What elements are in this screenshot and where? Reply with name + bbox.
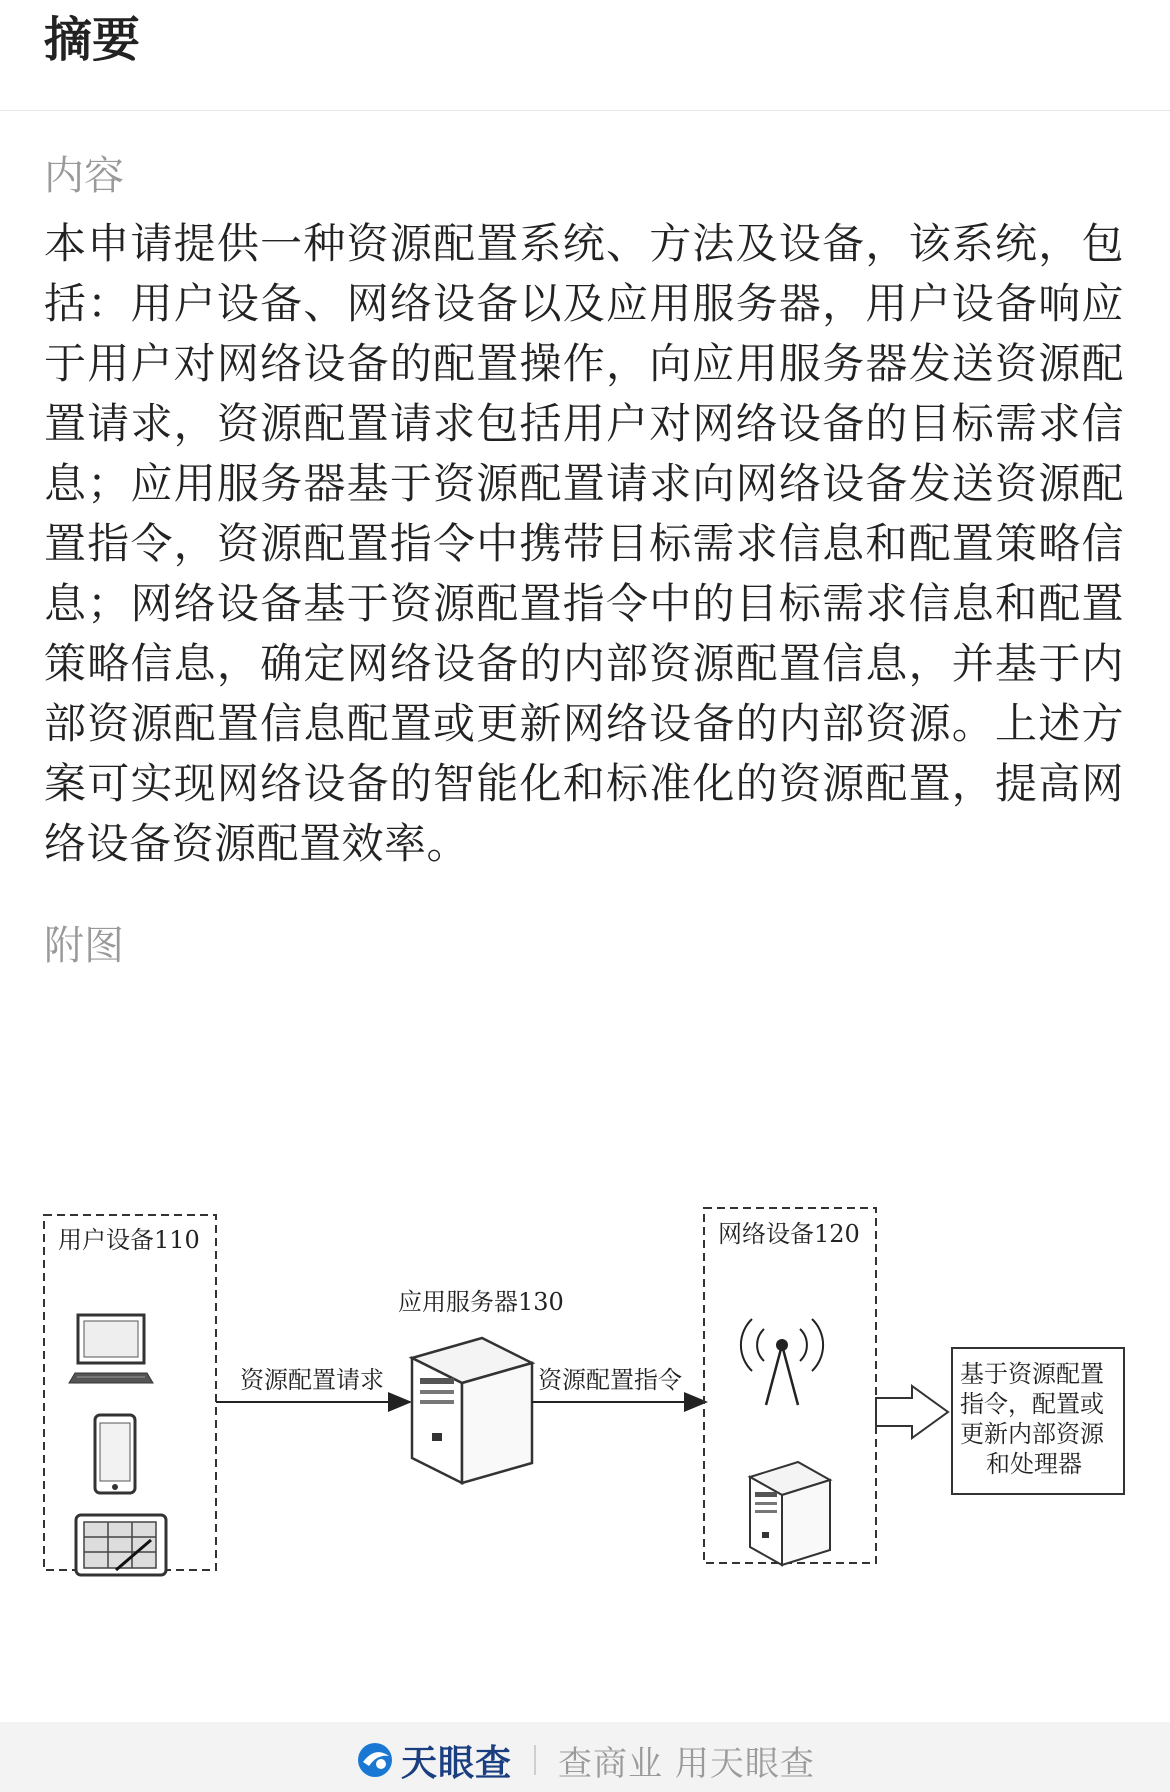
footer-brand: 天眼查 <box>401 1742 513 1784</box>
result-line-2: 指令，配置或 <box>960 1390 1104 1418</box>
user-device-label: 用户设备110 <box>58 1226 200 1254</box>
footer-branding[interactable] <box>355 1732 815 1788</box>
patent-figure[interactable] <box>0 1190 1170 1650</box>
header <box>0 0 1170 111</box>
figure-label: 附图 <box>44 923 124 969</box>
antenna-icon <box>741 1319 823 1405</box>
tablet-icon <box>76 1515 166 1575</box>
footer <box>0 1722 1170 1792</box>
request-arrow-label: 资源配置请求 <box>240 1366 384 1394</box>
footer-separator <box>534 1745 536 1775</box>
tianyancha-logo-icon <box>355 1740 395 1780</box>
mobile-phone-icon <box>95 1415 135 1493</box>
small-server-icon <box>750 1462 830 1565</box>
result-line-3: 更新内部资源 <box>960 1420 1104 1448</box>
content-label: 内容 <box>44 153 124 199</box>
abstract-text: 本申请提供一种资源配置系统、方法及设备，该系统，包括：用户设备、网络设备以及应用服务器，用户设备响应于用户对网络设备的配置操作，向应用服务器发送资源配置请求，资源配置请求包括用户对网络设备的目标需求信息；应用服务器基于资源配置请求向网络设备发送资源配置指令，资源配置指令中携带目标需求信息和配置策略信息；网络设备基于资源配置指令中的目标需求信息和配置策略信息，确定网络设备的内部资源配置信息，并基于内部资源配置信息配置或更新网络设备的内部资源。上述方案可实现网络设备的智能化和标准化的资源配置，提高网络设备资源配置效率。 <box>44 219 1124 868</box>
server-icon <box>412 1338 532 1483</box>
result-line-4: 和处理器 <box>986 1450 1082 1478</box>
page-title: 摘要 <box>44 12 141 68</box>
result-arrow <box>876 1386 948 1438</box>
network-device-label: 网络设备120 <box>718 1220 860 1248</box>
command-arrow-label: 资源配置指令 <box>538 1366 682 1394</box>
desktop-computer-icon <box>69 1315 153 1383</box>
app-server-label: 应用服务器130 <box>398 1288 564 1316</box>
result-line-1: 基于资源配置 <box>960 1360 1104 1388</box>
footer-slogan: 查商业 用天眼查 <box>558 1743 815 1784</box>
